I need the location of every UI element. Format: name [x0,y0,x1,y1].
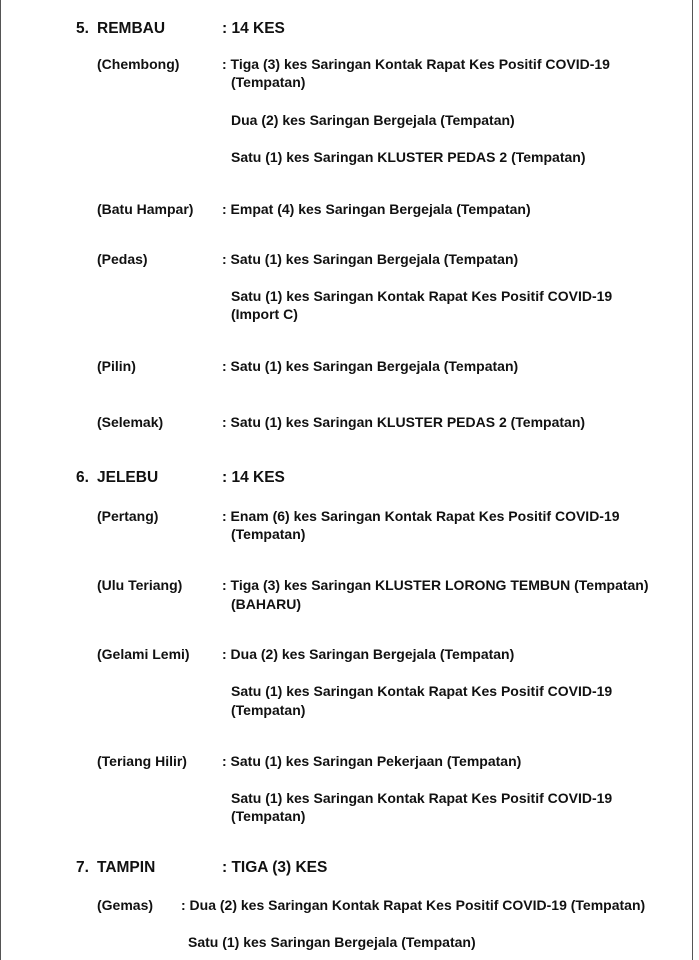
locality-name: (Gemas) [97,897,154,913]
section-number: 7. [76,859,89,876]
case-line: Satu (1) kes Saringan Kontak Rapat Kes Positif COVID-19 [231,790,613,806]
case-line: : Tiga (3) kes Saringan KLUSTER LORONG TEMBUN (Tempatan) [222,577,649,593]
case-line: : Satu (1) kes Saringan Pekerjaan (Tempatan) [222,753,522,769]
case-line: : Satu (1) kes Saringan KLUSTER PEDAS 2 (Tempatan) [222,414,586,430]
section-number: 6. [76,469,89,486]
locality-name: (Pertang) [97,508,159,524]
case-line: : Empat (4) kes Saringan Bergejala (Tempatan) [222,201,531,217]
section-number: 5. [76,20,89,37]
case-line: (Tempatan) [231,702,306,718]
district-name: JELEBU [97,469,159,486]
locality-name: (Ulu Teriang) [97,577,183,593]
locality-name: (Gelami Lemi) [97,646,190,662]
locality-name: (Teriang Hilir) [97,753,187,769]
case-line: (Tempatan) [231,526,306,542]
district-name: REMBAU [97,20,166,37]
case-line: : Dua (2) kes Saringan Kontak Rapat Kes Positif COVID-19 (Tempatan) [181,897,646,913]
locality-name: (Pilin) [97,358,136,374]
case-line: Dua (2) kes Saringan Bergejala (Tempatan) [231,112,515,128]
case-line: : Satu (1) kes Saringan Bergejala (Tempatan) [222,251,519,267]
case-line: Satu (1) kes Saringan Kontak Rapat Kes Positif COVID-19 [231,683,613,699]
case-line: (BAHARU) [231,596,301,612]
case-line: (Tempatan) [231,808,306,824]
district-name: TAMPIN [97,859,156,876]
locality-name: (Pedas) [97,251,148,267]
district-total: : 14 KES [222,469,285,486]
case-line: (Import C) [231,306,298,322]
locality-name: (Batu Hampar) [97,201,194,217]
case-line: : Tiga (3) kes Saringan Kontak Rapat Kes Positif COVID-19 [222,56,610,72]
case-line: (Tempatan) [231,74,306,90]
district-total: : 14 KES [222,20,285,37]
case-line: : Enam (6) kes Saringan Kontak Rapat Kes Positif COVID-19 [222,508,620,524]
district-total: : TIGA (3) KES [222,859,328,876]
locality-name: (Chembong) [97,56,180,72]
locality-name: (Selemak) [97,414,164,430]
case-line: : Dua (2) kes Saringan Bergejala (Tempatan) [222,646,515,662]
case-line: Satu (1) kes Saringan Bergejala (Tempatan) [188,934,476,950]
case-line: : Satu (1) kes Saringan Bergejala (Tempatan) [222,358,519,374]
case-line: Satu (1) kes Saringan Kontak Rapat Kes Positif COVID-19 [231,288,613,304]
case-line: Satu (1) kes Saringan KLUSTER PEDAS 2 (Tempatan) [231,149,586,165]
